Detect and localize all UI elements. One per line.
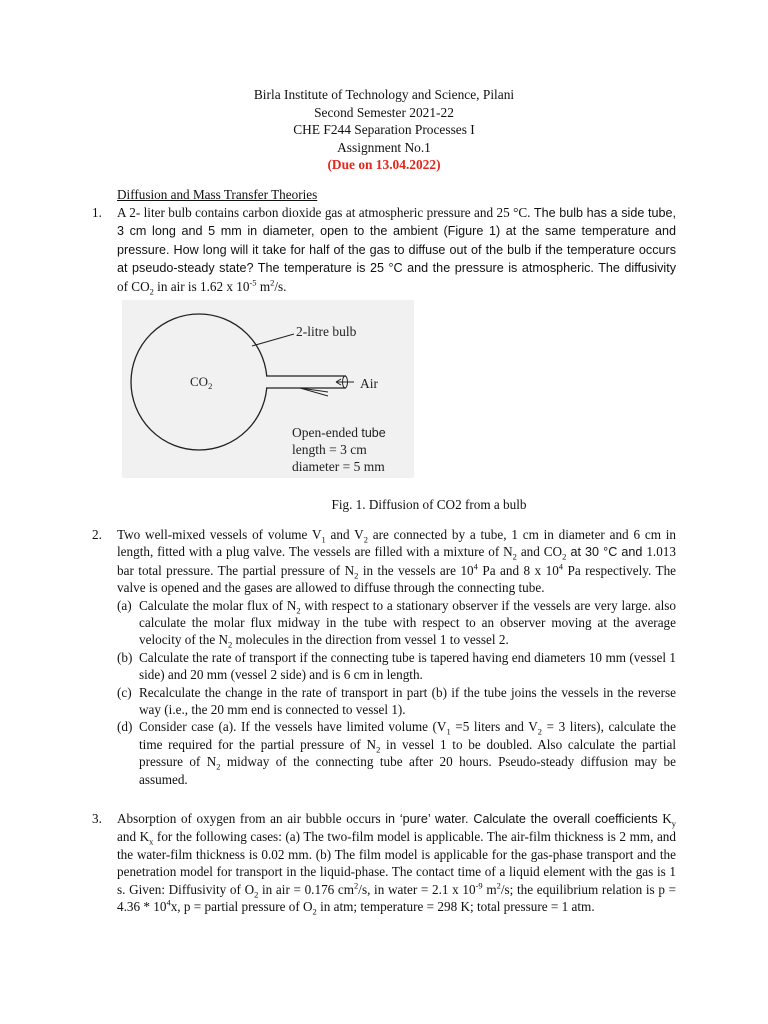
tube-leader-line-1 (300, 388, 328, 392)
tube-label (292, 425, 386, 440)
figure-caption: Fig. 1. Diffusion of CO2 from a bulb (331, 497, 527, 512)
subscript: 2 (376, 744, 381, 755)
text-run: in air is 1.62 x 10 (153, 278, 250, 294)
superscript: 4 (473, 561, 478, 572)
text-run: and K (117, 829, 150, 845)
subpart-label: (d) (117, 719, 133, 735)
text-run: The bulb has a side tube, 3 cm long and 5 mm in diameter, open to the ambient (Figure 1) at the same temperature and pressure. How long will it take for half of the gas to diffuse out of the bulb if the temperature occurs at pseudo-steady state? (117, 206, 676, 276)
superscript: 2 (354, 880, 359, 891)
superscript: 2 (270, 277, 275, 288)
semester: Second Semester 2021-22 (314, 104, 454, 120)
text-run: in atm; temperature = 298 K; total pressure = 1 atm. (316, 899, 595, 915)
superscript: 4 (558, 561, 564, 572)
subpart-text (139, 597, 676, 649)
subpart-c (117, 684, 676, 719)
institute-name: Birla Institute of Technology and Science, Pilani (253, 87, 515, 102)
text-run: /s. (274, 278, 287, 294)
subscript: 2 (512, 552, 517, 563)
subscript: 2 (254, 889, 259, 900)
text-run: and V (325, 527, 364, 542)
text-run: Consider case (a). If the vessels have limited volume (V (139, 719, 447, 735)
bulb-leader-line (252, 334, 294, 346)
text-run: Absorption of oxygen from an air bubble occurs (117, 811, 386, 826)
text-run: in air = 0.176 cm (258, 881, 355, 897)
tube-diameter-label: diameter = 5 mm (292, 459, 385, 474)
subscript: x (149, 837, 154, 848)
subpart-d (117, 718, 676, 788)
subpart-label: (b) (117, 649, 133, 665)
question-2 (92, 526, 676, 788)
subscript: 2 (363, 534, 368, 545)
subscript: 2 (537, 727, 543, 738)
question-text (117, 526, 676, 597)
gas-label (190, 374, 212, 391)
text-run: The temperature is 25 °C and the pressure is atmospheric. The diffusivity (257, 261, 676, 276)
gas-text: CO (190, 374, 209, 389)
text-run: for the following cases: (a) The two-film model is applicable. The air-film thickness is 2 mm, and the water-film thickness is 0.02 mm. (b) The film model is applicable for the gas-phase transport and the penetration model for transport in the liquid-phase. The contact time of a liquid element with the gas is 1 s. Given: Diffusivity of O (117, 829, 676, 897)
subscript: 2 (312, 906, 317, 917)
superscript: 2 (496, 880, 501, 891)
subscript: 2 (228, 640, 233, 651)
text-run: = 3 liters), calculate the time required for the partial pressure of N (139, 719, 676, 752)
text-run: are connected by a tube, 1 cm in diameter and 6 cm in length, fitted with a plug valve. The vessels are filled with a mixture of N (117, 527, 677, 560)
text-run: and CO (516, 544, 563, 560)
text-run: =5 liters and V (450, 719, 538, 735)
subpart-label: (a) (117, 597, 132, 613)
gas-subscript: 2 (208, 381, 213, 391)
text-run: in vessel 1 to be doubled. Also calculate the partial pressure of N (139, 736, 676, 770)
subscript: 1 (321, 534, 326, 545)
subscript: 2 (354, 570, 359, 581)
text-run: Pa and 8 x 10 (477, 562, 559, 578)
text-run: A 2- liter bulb contains carbon dioxide gas at atmospheric pressure and 25 °C. (117, 205, 534, 220)
text-run: Calculate the molar flux of N (139, 597, 297, 613)
air-label: Air (360, 376, 378, 391)
bulb-label: 2-litre bulb (296, 324, 357, 339)
tube-leader-line-2 (300, 388, 328, 396)
text-run: Pa respectively. The valve is opened and the gases are allowed to diffuse through the connecting tube. (117, 562, 677, 596)
text-run: with respect to a stationary observer if the vessels are very large. also calculate the molar flux midway in the tube with respect to an observer moving at the average velocity of the N (139, 597, 676, 648)
document-header (0, 86, 768, 174)
subpart-a (117, 597, 676, 649)
tube-label-word: tube (361, 426, 386, 440)
subpart-text: Calculate the rate of transport if the connecting tube is tapered having end diameters 10 mm (vessel 1 side) and 20 mm (vessel 2 side) and is 6 cm in length. (139, 649, 676, 683)
text-run: 1.013 bar total pressure. The partial pressure of N (117, 544, 676, 578)
tube-mask (265, 376, 347, 388)
text-run: K (657, 811, 672, 826)
bulb-diagram-svg (122, 300, 414, 478)
text-run: of CO (117, 278, 150, 294)
text-run: in ‘pure’ water. Calculate the overall coefficients (385, 812, 658, 826)
text-run: in the vessels are 10 (358, 562, 474, 578)
superscript: 4 (166, 897, 171, 908)
subscript: y (671, 818, 676, 829)
tube-length-label: length = 3 cm (292, 442, 367, 457)
superscript: -9 (475, 880, 483, 891)
question-1 (92, 204, 676, 295)
subpart-b (117, 649, 676, 684)
question-3 (92, 810, 676, 915)
question-text (117, 810, 676, 915)
subscript: 2 (216, 761, 221, 772)
text-run: Two well-mixed vessels of volume V (117, 527, 322, 542)
text-run: x, p = partial pressure of O (170, 899, 313, 915)
section-title: Diffusion and Mass Transfer Theories (117, 187, 318, 202)
text-run: /s; the equilibrium relation is p = 4.36 * 10 (117, 881, 677, 915)
text-run: at 30 °C and (566, 545, 643, 560)
subscript: 2 (296, 605, 301, 616)
subscript: 1 (446, 727, 451, 738)
text-run: m (482, 881, 497, 897)
bulb-diagram (122, 300, 414, 478)
question-number: 2. (92, 527, 102, 542)
subpart-label: (c) (117, 684, 132, 700)
text-run: midway of the connecting tube after 20 hours. Pseudo-steady diffusion may be assumed. (139, 754, 676, 787)
tube-label-text: Open-ended (292, 425, 362, 440)
text-run: /s, in water = 2.1 x 10 (358, 881, 476, 897)
text-run: molecules in the direction from vessel 1 to vessel 2. (232, 632, 509, 648)
question-text (117, 204, 676, 295)
question-number: 3. (92, 811, 102, 826)
text-run: m (256, 278, 271, 294)
course-title: CHE F244 Separation Processes I (293, 122, 475, 138)
subpart-text (139, 718, 676, 788)
assignment-number: Assignment No.1 (337, 139, 431, 155)
due-date: (Due on 13.04.2022) (327, 157, 441, 173)
subpart-text: Recalculate the change in the rate of transport in part (b) if the tube joins the vessels in the reverse way (i.e., the 20 mm end is connected to vessel 1). (139, 684, 676, 718)
subscript: 2 (149, 286, 154, 297)
question-number: 1. (92, 205, 102, 220)
superscript: -5 (249, 277, 257, 288)
subscript: 2 (562, 552, 567, 563)
